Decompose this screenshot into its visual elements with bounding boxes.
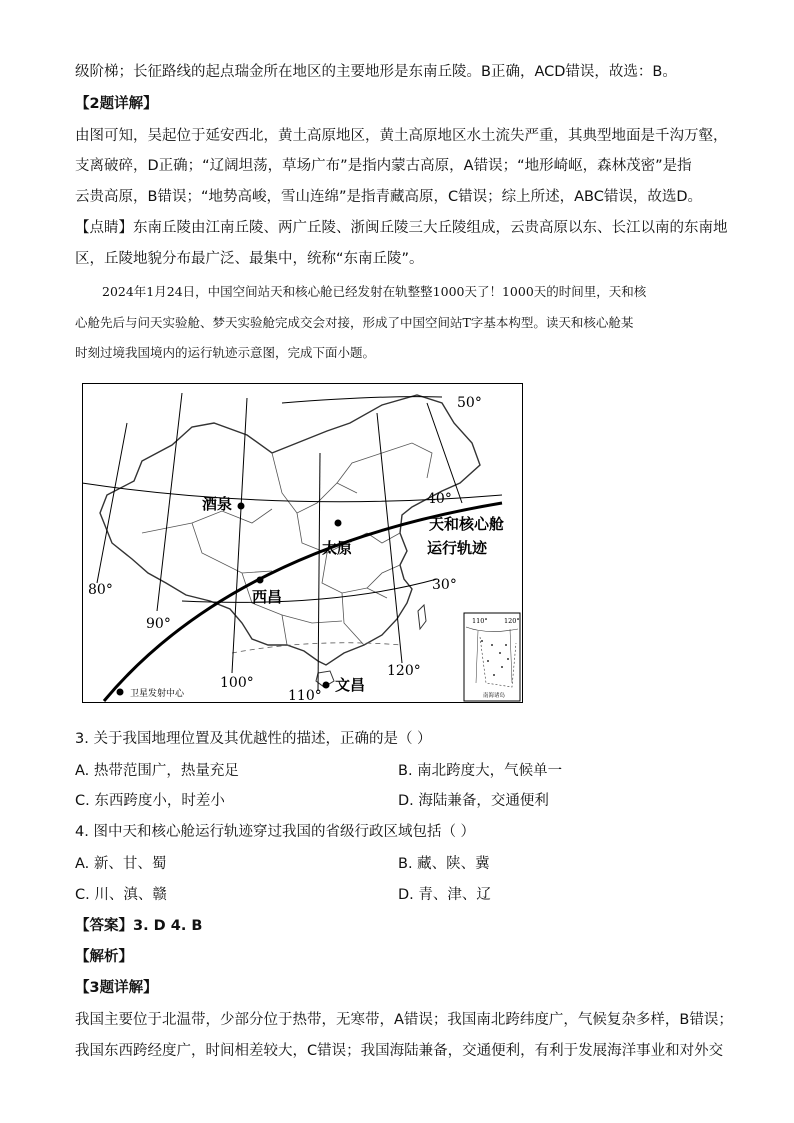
answer-line: 【答案】3. D 4. B [75, 918, 203, 934]
city-marker-taiyuan [335, 520, 342, 527]
paragraph-line: 支离破碎，D正确；“辽阔坦荡，草场广布”是指内蒙古高原，A错误；“地形崎岖，森林茂密”是指 [75, 158, 692, 174]
section-heading: 【3题详解】 [75, 980, 158, 996]
question-4-option-d[interactable]: D. 青、津、辽 [398, 887, 491, 903]
paragraph-line: 区，丘陵地貌分布最广泛、最集中，统称“东南丘陵”。 [75, 251, 424, 267]
paragraph-line: 我国主要位于北温带，少部分位于热带，无寒带，A错误；我国南北跨纬度广，气候复杂多样，B错误； [75, 1012, 733, 1028]
paragraph-line: 由图可知，吴起位于延安西北，黄土高原地区，黄土高原地区水土流失严重，其典型地面是千沟万壑， [75, 128, 728, 144]
question-3-option-a[interactable]: A. 热带范围广，热量充足 [75, 763, 239, 779]
track-label-line1: 天和核心舱 [429, 515, 505, 533]
section-heading: 【2题详解】 [75, 96, 158, 112]
lon-label-120: 120° [387, 663, 421, 679]
inset-lon-label: 110° [472, 617, 488, 625]
lon-label-80: 80° [88, 582, 113, 598]
question-4-option-b[interactable]: B. 藏、陕、冀 [398, 856, 490, 872]
dianjing-paragraph: 【点睛】东南丘陵由江南丘陵、两广丘陵、浙闽丘陵三大丘陵组成，云贵高原以东、长江以南的东南地 [75, 220, 728, 236]
lon-label-90: 90° [146, 616, 171, 632]
orbit-track-map [82, 383, 523, 703]
city-label-taiyuan: 太原 [322, 539, 353, 557]
question-4-stem: 4. 图中天和核心舱运行轨迹穿过我国的省级行政区域包括（ ） [75, 824, 476, 840]
lat-label-50: 50° [457, 395, 482, 411]
question-3-option-c[interactable]: C. 东西跨度小，时差小 [75, 793, 225, 809]
inset-lon-label: 120° [504, 617, 520, 625]
city-marker-wenchang [323, 682, 330, 689]
question-3-stem: 3. 关于我国地理位置及其优越性的描述，正确的是（ ） [75, 731, 432, 747]
lat-label-30: 30° [432, 577, 457, 593]
intro-line: 心舱先后与问天实验舱、梦天实验舱完成交会对接，形成了中国空间站T字基本构型。读天和核心舱某 [75, 315, 634, 330]
city-label-xichang: 西昌 [252, 588, 283, 606]
legend-label: 卫星发射中心 [130, 689, 185, 699]
analysis-heading: 【解析】 [75, 949, 133, 965]
question-4-option-c[interactable]: C. 川、滇、赣 [75, 887, 167, 903]
track-label-line2: 运行轨迹 [427, 539, 488, 557]
intro-line: 时刻过境我国境内的运行轨迹示意图，完成下面小题。 [75, 345, 376, 360]
question-3-option-d[interactable]: D. 海陆兼备，交通便利 [398, 793, 549, 809]
question-4-option-a[interactable]: A. 新、甘、蜀 [75, 856, 167, 872]
city-marker-jiuquan [238, 503, 245, 510]
paragraph-line: 我国东西跨经度广，时间相差较大，C错误；我国海陆兼备，交通便利，有利于发展海洋事业和对外交 [75, 1043, 724, 1059]
inset-caption: 南海诸岛 [483, 693, 506, 699]
south-china-sea-inset [464, 613, 520, 701]
city-marker-xichang [257, 577, 264, 584]
lat-label-40: 40° [427, 491, 452, 507]
city-label-wenchang: 文昌 [335, 676, 366, 694]
question-3-option-b[interactable]: B. 南北跨度大，气候单一 [398, 763, 563, 779]
lon-label-110: 110° [288, 688, 322, 703]
intro-line: 2024年1月24日，中国空间站天和核心舱已经发射在轨整整1000天了！1000天的时间里，天和核 [102, 284, 647, 299]
legend-marker [117, 689, 124, 696]
paragraph-line: 云贵高原，B错误；“地势高峻，雪山连绵”是指青藏高原，C错误；综上所述，ABC错误，故选D。 [75, 189, 702, 205]
lon-label-100: 100° [220, 675, 254, 691]
paragraph-line: 级阶梯；长征路线的起点瑞金所在地区的主要地形是东南丘陵。B正确，ACD错误，故选：B。 [75, 64, 677, 80]
city-label-jiuquan: 酒泉 [202, 495, 233, 513]
